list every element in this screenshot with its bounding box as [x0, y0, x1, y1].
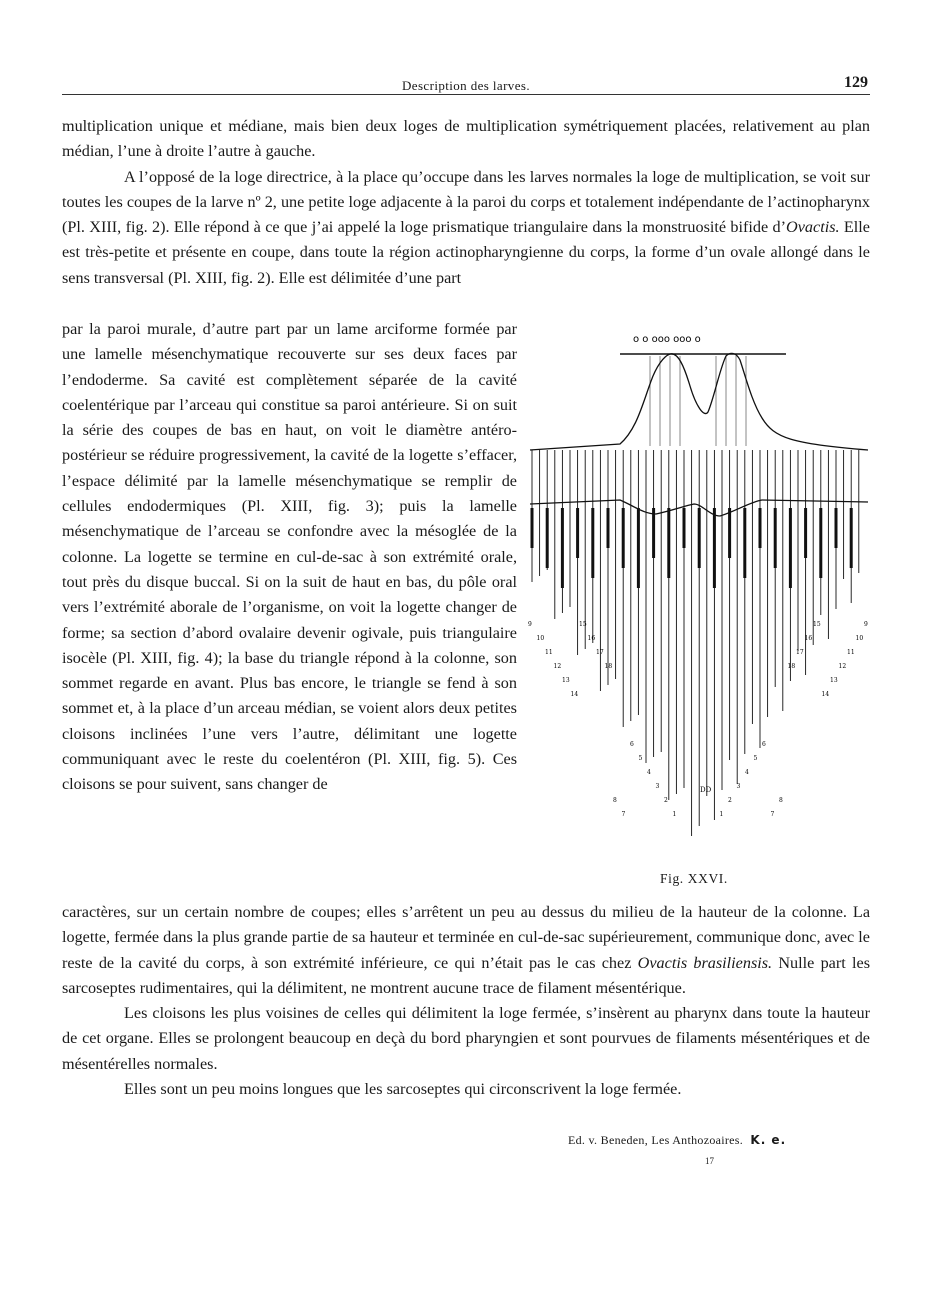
- septum-label-right: 13: [830, 677, 838, 684]
- center-label: DD: [700, 786, 712, 794]
- septum-label-right: 15: [813, 621, 821, 628]
- body-text-top: [62, 114, 870, 291]
- septum-label-right: 10: [855, 635, 864, 642]
- paragraph-2-end: Elle est très-petite et présente en coupe, dans toute la région actinopharyngienne du corps, la forme d’un ovale allongé dans le sens transversal (Pl. XIII, fig. 2). Elle est délimitée d’une part: [62, 218, 870, 287]
- septum-label-left: 8: [613, 797, 617, 804]
- septum-label-right: 12: [838, 663, 847, 670]
- pharynx-outline: [530, 353, 868, 450]
- septum-label-right: 1: [719, 811, 724, 818]
- paragraph-2-final: [62, 900, 870, 1001]
- species-name-ovactis-brasiliensis: Ovactis brasiliensis.: [637, 953, 773, 972]
- paragraph-2-text: A l’opposé de la loge directrice, à la place qu’occupe dans les larves normales la loge de multiplication, se voit sur toutes les coupes de la larve nº 2, une petite loge adjacente à la paroi du corps et totalement indépendante de l’actinopharynx (Pl. XIII, fig. 2). Elle répond à ce que j’ai appelé la loge prismatique triangulaire dans la monstruosité bifide d’: [62, 167, 870, 237]
- page-number: 129: [844, 74, 868, 91]
- paragraph-4: Elles sont un peu moins longues que les sarcoseptes qui circonscrivent la loge fermée.: [124, 1080, 682, 1099]
- septum-label-left: 1: [672, 811, 677, 818]
- body-text-bottom: [62, 900, 870, 1102]
- figure-caption: Fig. XXVI.: [660, 871, 728, 886]
- signature-mark: K. e.: [750, 1133, 787, 1147]
- body-text-wrapped: [62, 317, 517, 798]
- septa-group: [532, 450, 859, 836]
- paragraph-2-final-end: Nulle part les sarcoseptes rudimentaires, qui la délimitent, ne montrent aucune trace de filament mésentérique.: [62, 953, 870, 997]
- running-title: Description des larves.: [402, 78, 530, 93]
- septum-label-left: 10: [536, 635, 545, 642]
- septum-label-right: 3: [736, 783, 741, 790]
- header-rule: [62, 94, 870, 95]
- septum-label-right: 5: [753, 755, 758, 762]
- septum-label-left: 3: [655, 783, 660, 790]
- septum-label-left: 13: [562, 677, 570, 684]
- septum-label-left: 18: [604, 663, 613, 670]
- septum-label-left: 5: [638, 755, 643, 762]
- paragraph-2: [62, 165, 870, 291]
- septum-label-left: 7: [621, 811, 626, 818]
- septum-label-right: 18: [787, 663, 796, 670]
- septum-label-left: 16: [587, 635, 596, 642]
- paragraph-3: Les cloisons les plus voisines de celles qui délimitent la loge fermée, s’insèrent au pharynx dans toute la hauteur de cet organe. Elles se prolongent beaucoup en deçà du bord pharyngien et sont pourvues de filaments mésentériques et de mésentérelles normales.: [62, 1004, 870, 1073]
- citation-text: Ed. v. Beneden, Les Anthozoaires.: [568, 1133, 744, 1147]
- septum-label-left: 14: [570, 691, 579, 698]
- septum-label-left: 12: [553, 663, 562, 670]
- septum-label-left: 2: [664, 797, 668, 804]
- septum-label-right: 7: [770, 811, 775, 818]
- sheet-number: 17: [705, 1156, 714, 1166]
- septum-label-right: 16: [804, 635, 813, 642]
- septum-label-right: 11: [847, 649, 855, 656]
- species-name-ovactis: Ovactis.: [786, 218, 840, 237]
- septum-label-right: 6: [762, 741, 766, 748]
- septum-label-left: 6: [630, 741, 634, 748]
- septum-label-right: 2: [728, 797, 732, 804]
- septum-label-right: 14: [821, 691, 830, 698]
- septum-label-left: 9: [528, 621, 532, 628]
- footer-citation: [568, 1133, 786, 1148]
- figure-diagram: [524, 326, 872, 871]
- top-glyphs: o o ooo ooo o: [633, 334, 701, 345]
- septum-label-left: 11: [545, 649, 553, 656]
- septum-label-right: 17: [796, 649, 804, 656]
- septum-label-right: 9: [864, 621, 868, 628]
- septum-label-left: 15: [579, 621, 587, 628]
- septum-label-left: 4: [647, 769, 651, 776]
- paragraph-1: multiplication unique et médiane, mais bien deux loges de multiplication symétriquement placées, relativement au plan médian, l’une à droite l’autre à gauche.: [62, 117, 870, 161]
- running-header: [62, 74, 870, 96]
- septa-labels: [528, 621, 868, 818]
- septum-label-right: 8: [779, 797, 783, 804]
- paragraph-2-final-text: caractères, sur un certain nombre de coupes; elles s’arrêtent un peu au dessus du milieu de la hauteur de la colonne. La logette, fermée dans la plus grande partie de sa hauteur et terminée en cul-de-sac supérieurement, communique donc, avec le reste de la cavité du corps, à son extrémité inférieure, ce qui n’était pas le cas chez: [62, 903, 870, 972]
- septum-label-left: 17: [596, 649, 604, 656]
- septa-diagram: [524, 326, 872, 871]
- paragraph-2-continued: par la paroi murale, d’autre part par un lame arciforme formée par une lamelle mésenchymatique recouverte sur ses deux faces par l’endoderme. Sa cavité est complètement séparée de la cavité coelentérique par l’arceau qui constitue sa paroi antérieure. Si on suit la série des coupes de bas en haut, on voit le diamètre antéro-postérieur se réduire progressivement, la cavité de la logette s’effacer, l’espace délimité par la lamelle mésenchymatique se remplir de cellules endodermiques (Pl. XIII, fig. 3); puis la lamelle mésenchymatique de l’arceau se confondre avec la mésoglée de la colonne. La logette se termine en cul-de-sac à son extrémité orale, tout près du disque buccal. Si on la suit de haut en bas, du pôle oral vers l’extrémité aborale de l’organisme, on voit la logette changer de forme; sa section d’abord ovalaire devenir ogivale, puis triangulaire isocèle (Pl. XIII, fig. 4); la base du triangle répond à la colonne, son sommet regarde en avant. Plus bas encore, le triangle se fend à son sommet et, à la place d’un arceau médian, se voient alors deux petites cloisons inclinées l’une vers l’autre, délimitant une logette communiquant avec le reste du coelentéron (Pl. XIII, fig. 5). Ces cloisons se pour suivent, sans changer de: [62, 320, 517, 794]
- septum-label-right: 4: [745, 769, 749, 776]
